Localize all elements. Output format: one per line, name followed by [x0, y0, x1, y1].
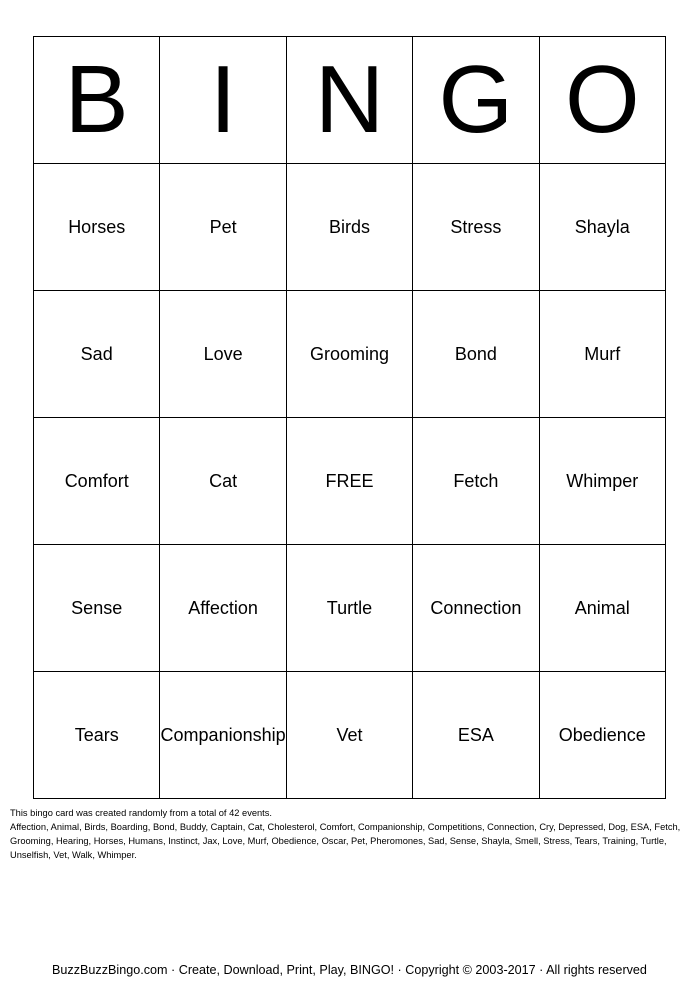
bingo-cell: Birds [286, 164, 412, 291]
bingo-cell: Bond [413, 291, 539, 418]
bingo-cell: Shayla [539, 164, 665, 291]
bingo-cell: Stress [413, 164, 539, 291]
bingo-cell: Horses [34, 164, 160, 291]
header-letter-i: I [160, 37, 286, 164]
bingo-cell: Murf [539, 291, 665, 418]
bingo-header-row [34, 37, 666, 164]
card-info-intro: This bingo card was created randomly from a total of 42 events. [10, 808, 272, 818]
card-info-events: Affection, Animal, Birds, Boarding, Bond, Buddy, Captain, Cat, Cholesterol, Comfort, Companionship, Competitions, Connection, Cry, Depressed, Dog, ESA, Fetch, Grooming, Hearing, Horses, Humans, Instinct, Jax, Love, Murf, Obedience, Oscar, Pet, Pheromones, Sad, Sense, Shayla, Smell, Stress, Tears, Training, Turtle, Unselfish, Vet, Walk, Whimper. [10, 822, 681, 860]
bingo-cell: Turtle [286, 545, 412, 672]
bingo-cell: Grooming [286, 291, 412, 418]
bingo-cell: Love [160, 291, 286, 418]
card-info [10, 806, 690, 862]
bingo-cell: Pet [160, 164, 286, 291]
bingo-cell: ESA [413, 672, 539, 799]
bingo-cell: Connection [413, 545, 539, 672]
header-letter-b: B [34, 37, 160, 164]
bingo-cell: Cat [160, 418, 286, 545]
bingo-cell: Vet [286, 672, 412, 799]
bingo-row-1 [34, 164, 666, 291]
bingo-row-3 [34, 418, 666, 545]
header-letter-o: O [539, 37, 665, 164]
bingo-cell: Fetch [413, 418, 539, 545]
bingo-cell: Affection [160, 545, 286, 672]
bingo-cell: Animal [539, 545, 665, 672]
bingo-cell: Tears [34, 672, 160, 799]
header-letter-g: G [413, 37, 539, 164]
bingo-cell: Sense [34, 545, 160, 672]
bingo-row-2 [34, 291, 666, 418]
bingo-cell: Comfort [34, 418, 160, 545]
bingo-cell: Obedience [539, 672, 665, 799]
bingo-cell: Whimper [539, 418, 665, 545]
bingo-card [33, 36, 666, 799]
page-footer: BuzzBuzzBingo.com · Create, Download, Print, Play, BINGO! · Copyright © 2003-2017 · All rights reserved [52, 963, 647, 977]
bingo-row-4 [34, 545, 666, 672]
bingo-row-5 [34, 672, 666, 799]
header-letter-n: N [286, 37, 412, 164]
bingo-cell: Companionship [160, 672, 286, 799]
bingo-cell: Sad [34, 291, 160, 418]
free-space-cell: FREE [286, 418, 412, 545]
